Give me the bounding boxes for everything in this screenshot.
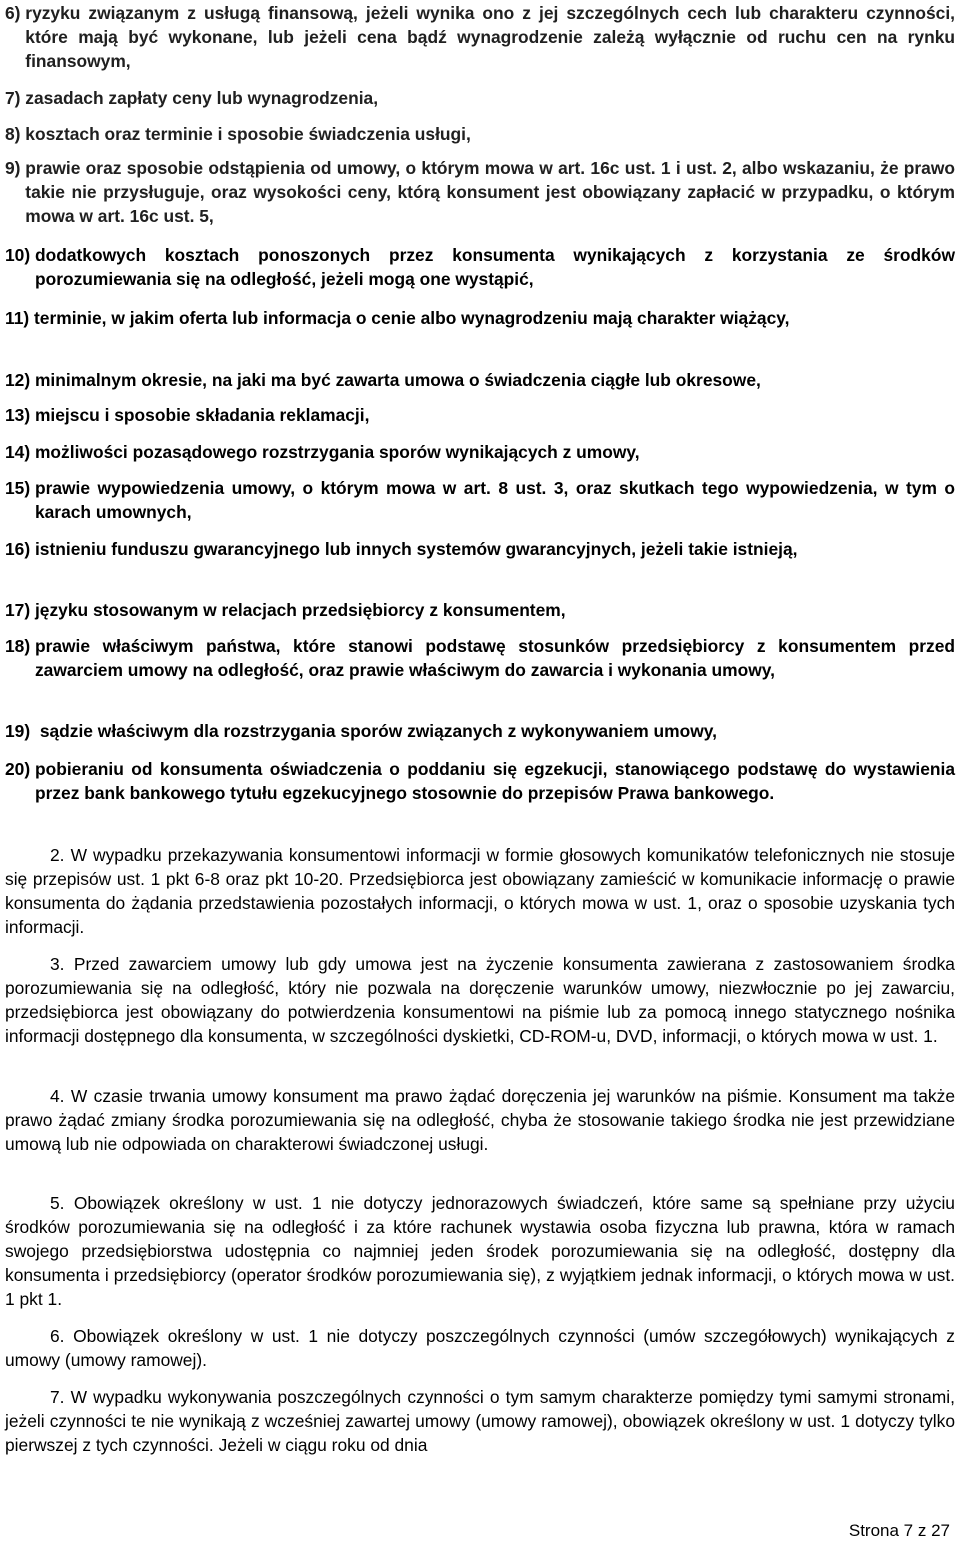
paragraph-text: W wypadku wykonywania poszczególnych czynności o tym samym charakterze pomiędzy tymi samymi stronami, jeżeli czynności te nie wynikają z wcześniej zawartej umowy (umowy ramowej), obowiązek określony w ust. 1 dotyczy tylko pierwszej z tych czynności. Jeżeli w ciągu roku od dnia xyxy=(5,1387,955,1455)
list-item-text: istnieniu funduszu gwarancyjnego lub innych systemów gwarancyjnych, jeżeli takie istnieją, xyxy=(34,539,798,559)
list-item-text: ryzyku związanym z usługą finansową, jeżeli wynika ono z jej szczególnych cech lub charakteru czynności, które mają być wykonane, lub jeżeli cena bądź wynagrodzenie zależą wyłącznie od ruchu cen na rynku finansowym, xyxy=(25,3,955,71)
list-item-number: 16) xyxy=(5,539,35,559)
list-item-text: zasadach zapłaty ceny lub wynagrodzenia, xyxy=(25,88,379,108)
list-item-text: pobieraniu od konsumenta oświadczenia o poddaniu się egzekucji, stanowiącego podstawę do wystawienia przez bank bankowego tytułu egzekucyjnego stosownie do przepisów Prawa bankowego. xyxy=(34,759,955,803)
list-item-number: 7) xyxy=(5,88,26,108)
list-item-13 xyxy=(5,403,955,427)
list-item-number: 6) xyxy=(5,3,26,23)
list-item-text: możliwości pozasądowego rozstrzygania sporów wynikających z umowy, xyxy=(34,442,640,462)
list-item-text: prawie właściwym państwa, które stanowi podstawę stosunków przedsiębiorcy z konsumentem przed zawarciem umowy na odległość, oraz prawie właściwym do zawarcia i wykonania umowy, xyxy=(34,636,955,680)
list-item-17 xyxy=(5,598,955,622)
list-item-number: 18) xyxy=(5,636,35,656)
list-item-12 xyxy=(5,368,955,392)
list-item-number: 12) xyxy=(5,370,35,390)
list-item-20 xyxy=(5,757,955,805)
list-item-15 xyxy=(5,476,955,524)
list-item-9 xyxy=(5,156,955,228)
list-item-number: 15) xyxy=(5,478,35,498)
paragraph-number: 2. xyxy=(50,845,65,865)
list-item-text: minimalnym okresie, na jaki ma być zawarta umowa o świadczenia ciągłe lub okresowe, xyxy=(34,370,761,390)
list-item-19 xyxy=(5,719,955,743)
paragraph-number: 5. xyxy=(50,1193,65,1213)
list-item-number: 13) xyxy=(5,405,35,425)
paragraph-text: W czasie trwania umowy konsument ma prawo żądać doręczenia jej warunków na piśmie. Konsument ma także prawo żądać zmiany środka porozumiewania się na odległość, chyba że stosowanie takiego środka nie jest przewidziane umową lub nie odpowiada on charakterowi świadczonej usługi. xyxy=(5,1086,955,1154)
list-item-text: dodatkowych kosztach ponoszonych przez konsumenta wynikających z korzystania ze środków porozumiewania się na odległość, jeżeli mogą one wystąpić, xyxy=(34,245,955,289)
paragraph-2 xyxy=(5,843,955,939)
list-item-text: sądzie właściwym dla rozstrzygania sporów związanych z wykonywaniem umowy, xyxy=(39,721,717,741)
list-item-number: 8) xyxy=(5,124,26,144)
paragraph-4 xyxy=(5,1084,955,1156)
list-item-14 xyxy=(5,440,955,464)
list-item-text: języku stosowanym w relacjach przedsiębiorcy z konsumentem, xyxy=(34,600,566,620)
list-item-number: 10) xyxy=(5,245,35,265)
paragraph-5 xyxy=(5,1191,955,1311)
paragraph-number: 7. xyxy=(50,1387,65,1407)
list-item-8 xyxy=(5,122,955,146)
list-item-18 xyxy=(5,634,955,682)
paragraph-7 xyxy=(5,1385,955,1457)
paragraph-text: Przed zawarciem umowy lub gdy umowa jest na życzenie konsumenta zawierana z zastosowaniem środka porozumiewania się na odległość, który nie pozwala na doręczenie warunków umowy, niezwłocznie po jej zawarciu, przedsiębiorca jest obowiązany do potwierdzenia konsumentowi na piśmie lub za pomocą innego statycznego nośnika informacji dostępnego dla konsumenta, w szczególności dyskietki, CD-ROM-u, DVD, informacji, o których mowa w ust. 1. xyxy=(5,954,955,1046)
list-item-number: 19) xyxy=(5,721,40,741)
list-item-16 xyxy=(5,537,955,561)
list-item-number: 9) xyxy=(5,158,26,178)
list-item-text: terminie, w jakim oferta lub informacja o cenie albo wynagrodzeniu mają charakter wiążący, xyxy=(34,308,790,328)
list-item-number: 11) xyxy=(5,308,35,328)
paragraph-text: W wypadku przekazywania konsumentowi informacji w formie głosowych komunikatów telefonicznych nie stosuje się przepisów ust. 1 pkt 6-8 oraz pkt 10-20. Przedsiębiorca jest obowiązany zamieścić w komunikacie informację o prawie konsumenta do żądania przedstawienia pozostałych informacji, o których mowa w ust. 1, oraz o sposobie uzyskania tych informacji. xyxy=(5,845,955,937)
paragraph-number: 4. xyxy=(50,1086,65,1106)
document-page xyxy=(5,0,955,1545)
page-number-footer: Strona 7 z 27 xyxy=(848,1521,950,1540)
list-item-number: 14) xyxy=(5,442,35,462)
list-item-number: 20) xyxy=(5,759,35,779)
paragraph-6 xyxy=(5,1324,955,1372)
list-item-6 xyxy=(5,1,955,73)
list-item-text: kosztach oraz terminie i sposobie świadczenia usługi, xyxy=(25,124,471,144)
paragraph-number: 6. xyxy=(50,1326,65,1346)
paragraph-3 xyxy=(5,952,955,1048)
paragraph-number: 3. xyxy=(50,954,65,974)
list-item-text: prawie oraz sposobie odstąpienia od umowy, o którym mowa w art. 16c ust. 1 i ust. 2, albo wskazaniu, że prawo takie nie przysługuje, oraz wysokości ceny, którą konsument jest obowiązany zapłacić w przypadku, o którym mowa w art. 16c ust. 5, xyxy=(25,158,955,226)
list-item-7 xyxy=(5,86,955,110)
list-item-text: prawie wypowiedzenia umowy, o którym mowa w art. 8 ust. 3, oraz skutkach tego wypowiedzenia, w tym o karach umownych, xyxy=(34,478,955,522)
paragraph-text: Obowiązek określony w ust. 1 nie dotyczy jednorazowych świadczeń, które same są spełniane przy użyciu środków porozumiewania się na odległość i za które rachunek wystawia osoba fizyczna lub prawna, która w ramach swojego przedsiębiorstwa udostępnia co najmniej jeden środek porozumiewania się na odległość, dostępny dla konsumenta i przedsiębiorcy (operator środków porozumiewania się), z wyjątkiem jednak informacji, o których mowa w ust. 1 pkt 1. xyxy=(5,1193,955,1309)
list-item-11 xyxy=(5,306,955,330)
list-item-text: miejscu i sposobie składania reklamacji, xyxy=(34,405,370,425)
list-item-10 xyxy=(5,243,955,291)
list-item-number: 17) xyxy=(5,600,35,620)
paragraph-text: Obowiązek określony w ust. 1 nie dotyczy poszczególnych czynności (umów szczegółowych) wynikających z umowy (umowy ramowej). xyxy=(5,1326,955,1370)
